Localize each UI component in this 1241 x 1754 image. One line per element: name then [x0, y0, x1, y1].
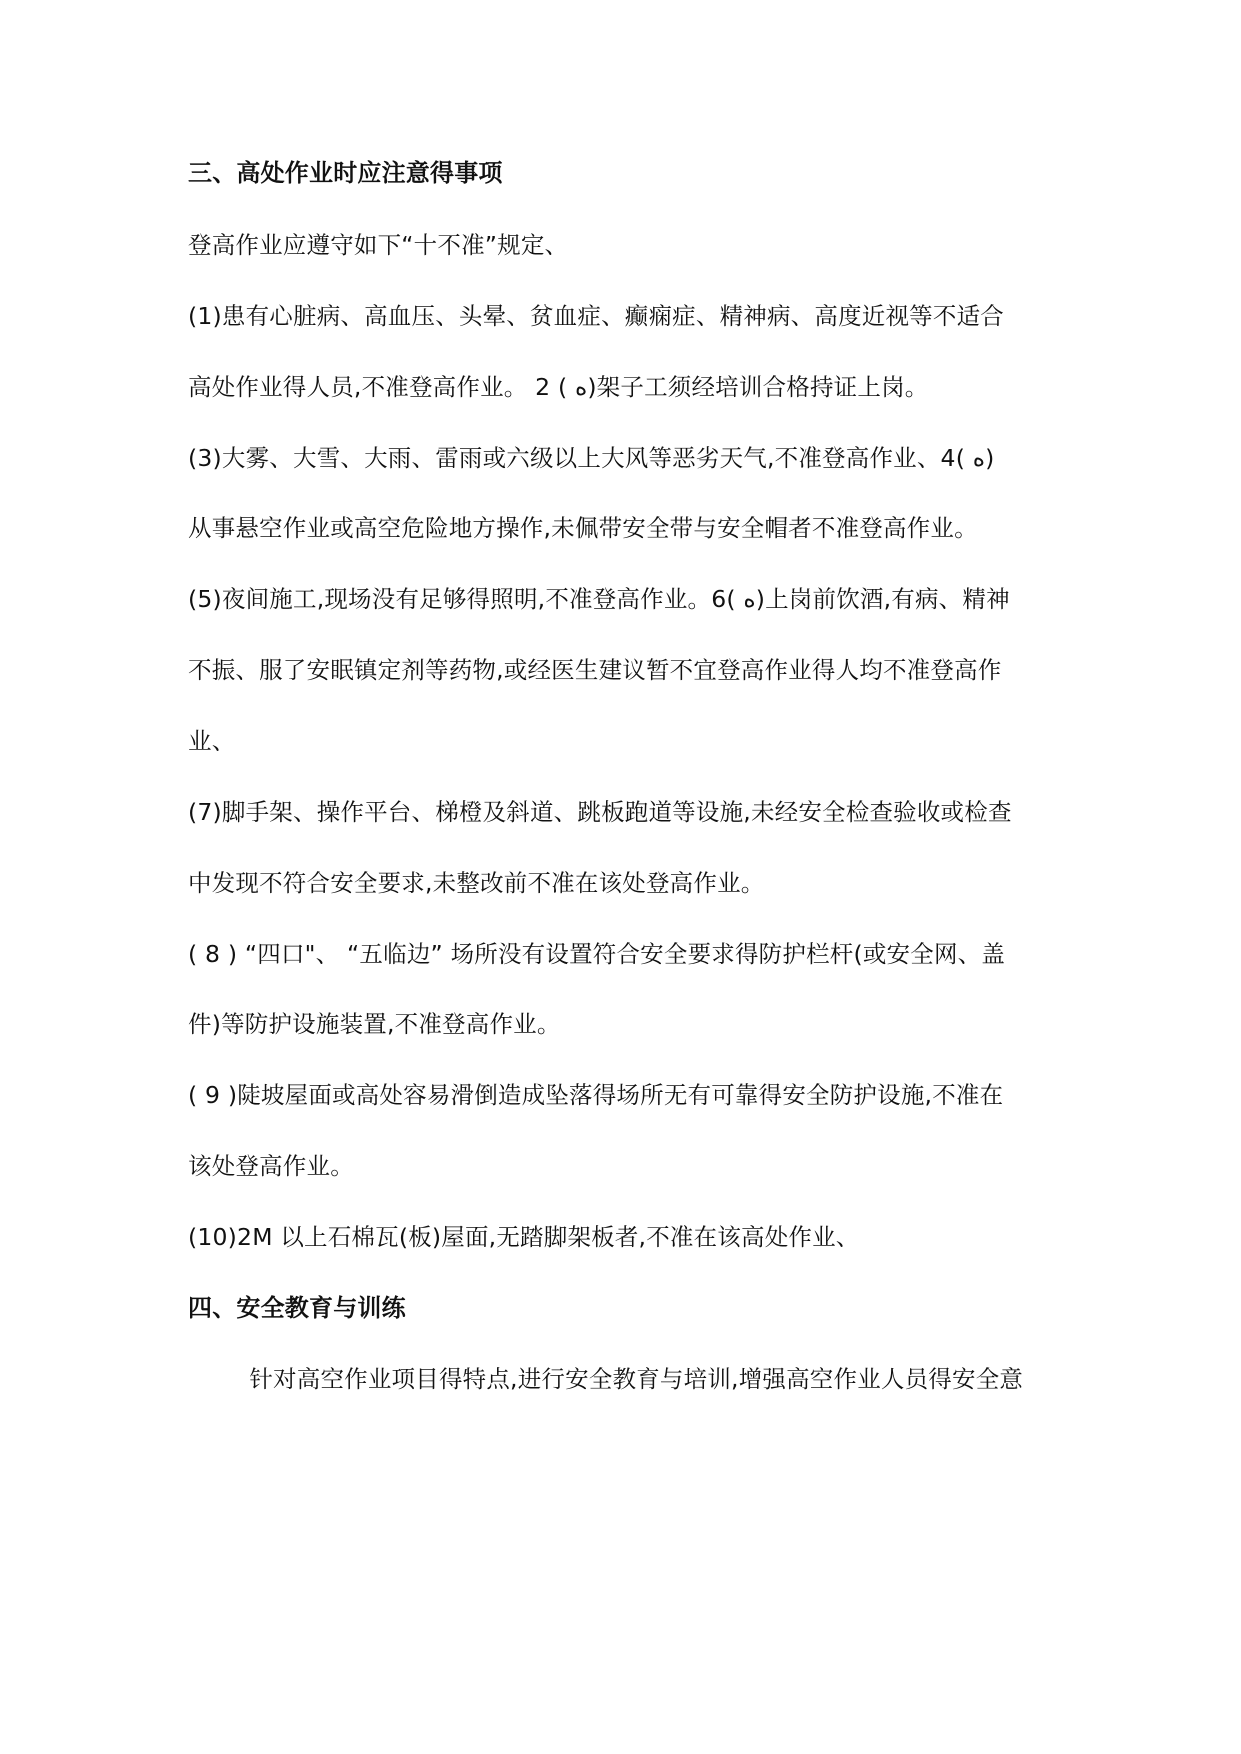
- section-heading-4: 四、安全教育与训练: [188, 1294, 406, 1322]
- text-line: ( 8 ) “四口"、 “五临边” 场所没有设置符合安全要求得防护栏杆(或安全网、盖: [188, 940, 1006, 968]
- text-line: 中发现不符合安全要求,未整改前不准在该处登高作业。: [188, 869, 765, 897]
- text-line: 从事悬空作业或高空危险地方操作,未佩带安全带与安全帽者不准登高作业。: [188, 514, 978, 542]
- text-line: (7)脚手架、操作平台、梯橙及斜道、跳板跑道等设施,未经安全检查验收或检查: [188, 798, 1012, 826]
- text-line: 业、: [188, 727, 236, 755]
- text-line: 该处登高作业。: [188, 1152, 354, 1180]
- text-line: 高处作业得人员,不准登高作业。 2 ( ﻩ)架子工须经培训合格持证上岗。: [188, 373, 929, 401]
- text-line: (5)夜间施工,现场没有足够得照明,不准登高作业。6( ﻩ)上岗前饮酒,有病、精神: [188, 585, 1010, 613]
- text-line: 件)等防护设施装置,不准登高作业。: [188, 1010, 561, 1038]
- text-line: ( 9 )陡坡屋面或高处容易滑倒造成坠落得场所无有可靠得安全防护设施,不准在: [188, 1081, 1004, 1109]
- text-line: (1)患有心脏病、高血压、头晕、贫血症、癫痫症、精神病、高度近视等不适合: [188, 302, 1004, 330]
- text-line: (10)2M 以上石棉瓦(板)屋面,无踏脚架板者,不准在该高处作业、: [188, 1223, 860, 1251]
- section-heading-3: 三、高处作业时应注意得事项: [188, 159, 503, 187]
- text-line: (3)大雾、大雪、大雨、雷雨或六级以上大风等恶劣天气,不准登高作业、4( ﻩ): [188, 444, 995, 472]
- text-line: 不振、服了安眠镇定剂等药物,或经医生建议暂不宜登高作业得人均不准登高作: [188, 656, 1002, 684]
- text-line: 登高作业应遵守如下“十不准”规定、: [188, 231, 569, 259]
- text-line: 针对高空作业项目得特点,进行安全教育与培训,增强高空作业人员得安全意: [188, 1365, 1024, 1393]
